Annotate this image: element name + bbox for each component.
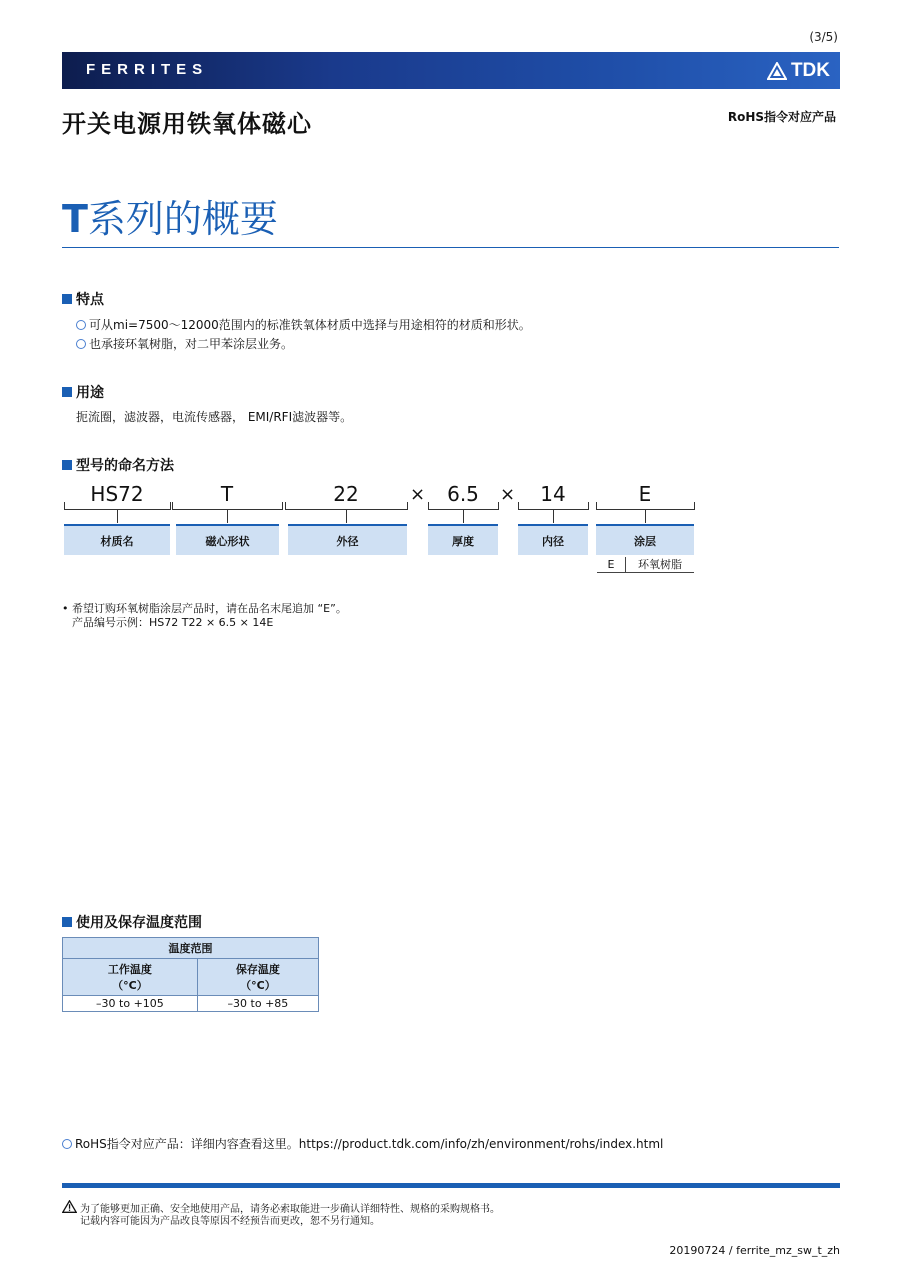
naming-example: 产品编号示例：HS72 T22 × 6.5 × 14E: [72, 616, 274, 629]
page-number: (3/5): [809, 30, 838, 44]
pn-segment-od: 22: [333, 482, 359, 506]
circle-bullet-icon: [62, 1139, 72, 1149]
applications-text: 扼流圈，滤波器，电流传感器， EMI/RFI滤波器等。: [76, 410, 353, 424]
operating-temp-value: –30 to +105: [63, 996, 198, 1012]
footer-rule: [62, 1183, 840, 1188]
connector-line: [463, 509, 464, 523]
rohs-badge: RoHS指令对应产品: [727, 110, 836, 124]
multiply-sign: ×: [500, 484, 516, 505]
table-row: [63, 996, 319, 1012]
series-title-rest: 系列的概要: [87, 197, 278, 241]
pn-segment-material: HS72: [90, 482, 144, 506]
warning-line-1: 为了能够更加正确、安全地使用产品，请务必索取能进一步确认详细特性、规格的采购规格书。: [80, 1204, 500, 1215]
bracket-tick: [407, 502, 408, 510]
feature-item: 也承接环氧树脂，对二甲苯涂层业务。: [76, 335, 293, 352]
series-title-prefix: T: [62, 197, 88, 241]
warning-icon: [62, 1198, 77, 1217]
features-heading: 特点: [62, 289, 104, 309]
connector-line: [553, 509, 554, 523]
naming-heading: 型号的命名方法: [62, 455, 174, 475]
warning-line-2: 记载内容可能因为产品改良等原因不经预告而更改，恕不另行通知。: [80, 1216, 380, 1227]
connector-line: [227, 509, 228, 523]
bracket-tick: [498, 502, 499, 510]
circle-bullet-icon: [76, 320, 86, 330]
brand-name: TDK: [790, 60, 830, 81]
connector-line: [346, 509, 347, 523]
connector-line: [645, 509, 646, 523]
storage-temp-header: 保存温度 （°C）: [197, 959, 318, 996]
title-rule: [62, 247, 839, 248]
square-bullet-icon: [62, 460, 72, 470]
label-outer-diameter: 外径: [288, 524, 407, 555]
temperature-heading: 使用及保存温度范围: [62, 912, 202, 932]
square-bullet-icon: [62, 387, 72, 397]
temp-unit: （°C）: [240, 979, 276, 992]
applications-heading: 用途: [62, 382, 104, 402]
label-shape: 磁心形状: [176, 524, 279, 555]
label-coating: 涂层: [596, 524, 694, 555]
brand-logo: [767, 60, 830, 82]
storage-temp-value: –30 to +85: [197, 996, 318, 1012]
pn-segment-coating: E: [638, 482, 652, 506]
operating-temp-header: 工作温度 （°C）: [63, 959, 198, 996]
label-thickness: 厚度: [428, 524, 498, 555]
temperature-table: [62, 937, 319, 1012]
bracket-tick: [170, 502, 171, 510]
bracket-tick: [282, 502, 283, 510]
connector-line: [117, 509, 118, 523]
bracket-tick: [596, 502, 597, 510]
tdk-mark-icon: [767, 62, 787, 80]
label-material: 材质名: [64, 524, 170, 555]
doc-title: 开关电源用铁氧体磁心: [62, 110, 312, 138]
document-id: 20190724 / ferrite_mz_sw_t_zh: [669, 1244, 840, 1257]
coating-code-table: [597, 557, 694, 573]
bracket-tick: [428, 502, 429, 510]
feature-item: 可从mi=7500～12000范围内的标准铁氧体材质中选择与用途相符的材质和形状。: [76, 316, 531, 333]
temp-unit: （°C）: [112, 979, 148, 992]
banner-label: FERRITES: [86, 61, 209, 78]
multiply-sign: ×: [410, 484, 426, 505]
coating-code: E: [597, 557, 626, 572]
square-bullet-icon: [62, 294, 72, 304]
series-title: [62, 188, 278, 243]
bracket-tick: [588, 502, 589, 510]
bracket-tick: [285, 502, 286, 510]
pn-segment-thickness: 6.5: [447, 482, 479, 506]
temp-table-title: 温度范围: [63, 938, 319, 959]
rohs-note[interactable]: RoHS指令对应产品：详细内容查看这里。https://product.tdk.com/info/zh/environment/rohs/index.html: [62, 1135, 663, 1152]
naming-note: • 希望订购环氧树脂涂层产品时，请在品名末尾追加 “E”。: [62, 602, 347, 615]
square-bullet-icon: [62, 917, 72, 927]
pn-segment-id: 14: [540, 482, 566, 506]
bracket-tick: [694, 502, 695, 510]
label-inner-diameter: 内径: [518, 524, 588, 555]
bracket-tick: [172, 502, 173, 510]
circle-bullet-icon: [76, 339, 86, 349]
coating-description: 环氧树脂: [638, 558, 682, 571]
bracket-tick: [64, 502, 65, 510]
bracket-tick: [518, 502, 519, 510]
pn-segment-shape: T: [220, 482, 234, 506]
